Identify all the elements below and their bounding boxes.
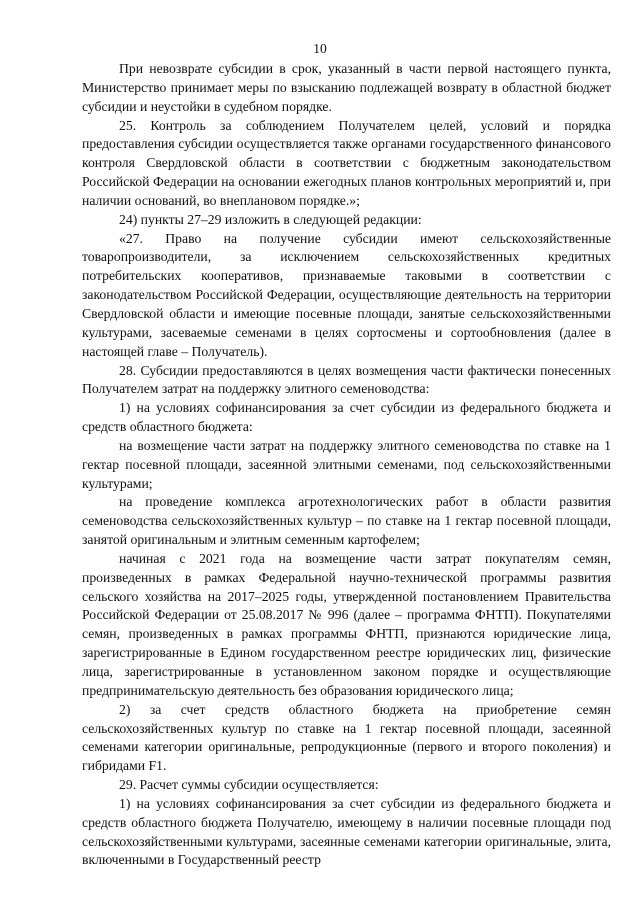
page-number: 10 xyxy=(313,41,327,56)
paragraph-refund-measures: При невозврате субсидии в срок, указанный в части первой настоящего пункта, Министерство принимает меры по взысканию подлежащей возврату в областной бюджет субсидии и неустойки в судебном порядке. xyxy=(82,61,611,114)
paragraph-item-28-2: 2) за счет средств областного бюджета на приобретение семян сельскохозяйственных культур по ставке на 1 гектар посевной площади, засеянной семенами категории оригинальные, репродукционные (первого и второго поколения) и гибридами F1. xyxy=(82,701,611,774)
paragraph-item-28-1: 1) на условиях софинансирования за счет субсидии из федерального бюджета и средств областного бюджета: xyxy=(82,400,611,435)
paragraph-item-28: 28. Субсидии предоставляются в целях возмещения части фактически понесенных Получателем затрат на поддержку элитного семеноводства: xyxy=(82,362,611,397)
paragraph-fntp-seed-buyers: начиная с 2021 года на возмещение части затрат покупателям семян, произведенных в рамках Федеральной научно-технической программы развития сельского хозяйства на 2017–2025 годы, утвержденной постановлением Правительства Российской Федерации от 25.08.2017 № 996 (далее – программа ФНТП). Покупателями семян, произведенных в рамках программы ФНТП, признаются юридические лица, зарегистрированные в Едином государственном реестре юридических лиц, физические лица, зарегистрированные в установленном законом порядке и осуществляющие предпринимательскую деятельность без образования юридического лица; xyxy=(82,550,611,698)
paragraph-agrotech-works: на проведение комплекса агротехнологических работ в области развития семеноводства сельскохозяйственных культур – по ставке на 1 гектар посевной площади, занятой оригинальным и элитным семенным картофелем; xyxy=(82,494,611,548)
document-body xyxy=(82,60,611,870)
paragraph-item-29: 29. Расчет суммы субсидии осуществляется: xyxy=(119,777,379,793)
paragraph-item-29-1: 1) на условиях софинансирования за счет субсидии из федерального бюджета и средств областного бюджета Получателю, имеющему в наличии посевные площади под сельскохозяйственными культурами, засеянные семенами категории оригинальные, элита, включенными в Государственный реестр xyxy=(82,795,611,868)
paragraph-elite-seed-support: на возмещение части затрат на поддержку элитного семеноводства по ставке на 1 гектар посевной площади, засеянной элитными семенами, под сельскохозяйственными культурами; xyxy=(82,437,611,491)
paragraph-item-27: «27. Право на получение субсидии имеют сельскохозяйственные товаропроизводители, за исключением сельскохозяйственных кредитных потребительских кооперативов, признаваемые таковыми в соответствии с законодательством Российской Федерации, осуществляющие деятельность на территории Свердловской области и имеющие посевные площади, занятые сельскохозяйственными культурами, засеваемые семенами в целях сортосмены и сортообновления (далее в настоящей главе – Получатель). xyxy=(82,230,611,359)
paragraph-item-25: 25. Контроль за соблюдением Получателем целей, условий и порядка предоставления субсидии осуществляется также органами государственного финансового контроля Свердловской области в соответствии с бюджетным законодательством Российской Федерации на основании ежегодных планов контрольных мероприятий и, при наличии оснований, во внеплановом порядке.»; xyxy=(82,117,611,208)
paragraph-amendment-24: 24) пункты 27–29 изложить в следующей редакции: xyxy=(119,211,422,227)
